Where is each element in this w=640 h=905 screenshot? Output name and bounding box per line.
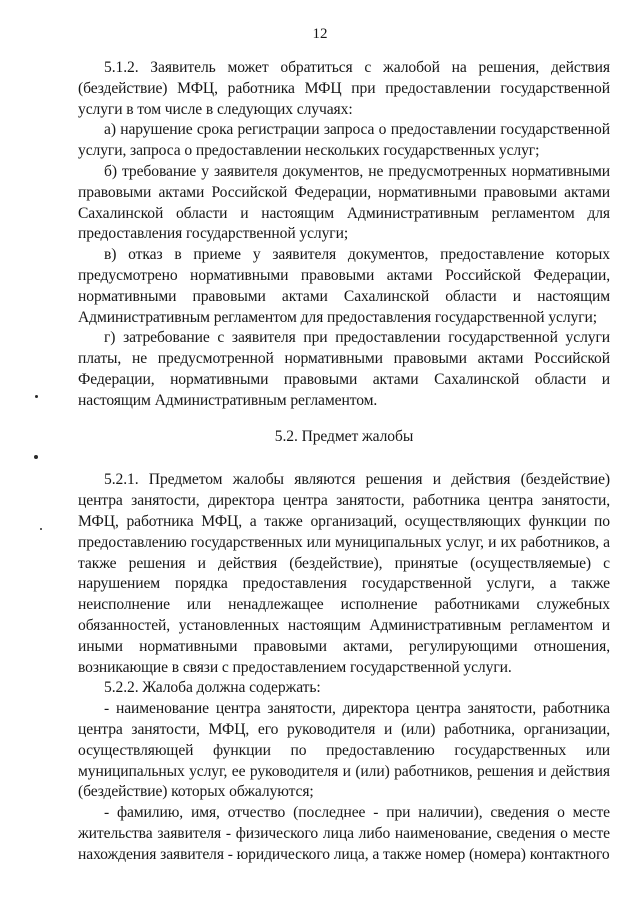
list-item-v: в) отказ в приеме у заявителя документов, предоставление которых предусмотрено нормативными правовыми актами Российской Федерации, нормативными правовыми актами Сахалинской области и настоящим Административным регламентом для предоставления государственной услуги; — [78, 246, 610, 326]
paragraph-5-2-1: 5.2.1. Предметом жалобы являются решения и действия (бездействие) центра занятости, директора центра занятости, работника центра занятости, МФЦ, работника МФЦ, а также организаций, осуществляющих функции по предоставлению государственных или муниципальных услуг, и их работников, а также решения и действия (бездействие), принятые (осуществляемые) с нарушением порядка предоставления государственной услуги, а также неисполнение или ненадлежащее исполнение работниками служебных обязанностей, установленных настоящим Административным регламентом и иными нормативными правовыми актами, регулирующими отношения, возникающие в связи с предоставлением государственной услуги. — [78, 471, 610, 676]
scan-speck — [40, 528, 42, 530]
list-item-g: г) затребование с заявителя при предоставлении государственной услуги платы, не предусмотренной нормативными правовыми актами Российской Федерации, нормативными правовыми актами Сахалинской области и настоящим Административным регламентом. — [78, 329, 610, 409]
document-body — [78, 58, 610, 865]
list-item-a: а) нарушение срока регистрации запроса о предоставлении государственной услуги, запроса о предоставлении нескольких государственных услуг; — [78, 121, 610, 160]
list-item-b: б) требование у заявителя документов, не предусмотренных нормативными правовыми актами Российской Федерации, нормативными правовыми актами Сахалинской области и настоящим Административным регламентом для предоставления государственной услуги; — [78, 162, 610, 243]
paragraph-5-1-2: 5.1.2. Заявитель может обратиться с жалобой на решения, действия (бездействие) МФЦ, работника МФЦ при предоставлении государственной услуги в том числе в следующих случаях: — [78, 59, 610, 118]
section-heading-5-2: 5.2. Предмет жалобы — [274, 427, 414, 445]
page-number: 12 — [312, 26, 328, 42]
dash-item-familiya: - фамилию, имя, отчество (последнее - при наличии), сведения о месте жительства заявителя - физического лица либо наименование, сведения о месте нахождения заявителя - юридического лица, а также номер (номера) контактного — [78, 804, 610, 863]
scan-speck — [35, 395, 38, 398]
paragraph-5-2-2: 5.2.2. Жалоба должна содержать: — [104, 679, 321, 697]
dash-item-naimenovanie: - наименование центра занятости, директора центра занятости, работника центра занятости, МФЦ, его руководителя и (или) работника, организации, осуществляющей функции по предоставлению государственных или муниципальных услуг, ее руководителя и (или) работников, решения и действия (бездействие) которых обжалуются; — [78, 700, 610, 801]
scan-speck — [34, 455, 38, 459]
